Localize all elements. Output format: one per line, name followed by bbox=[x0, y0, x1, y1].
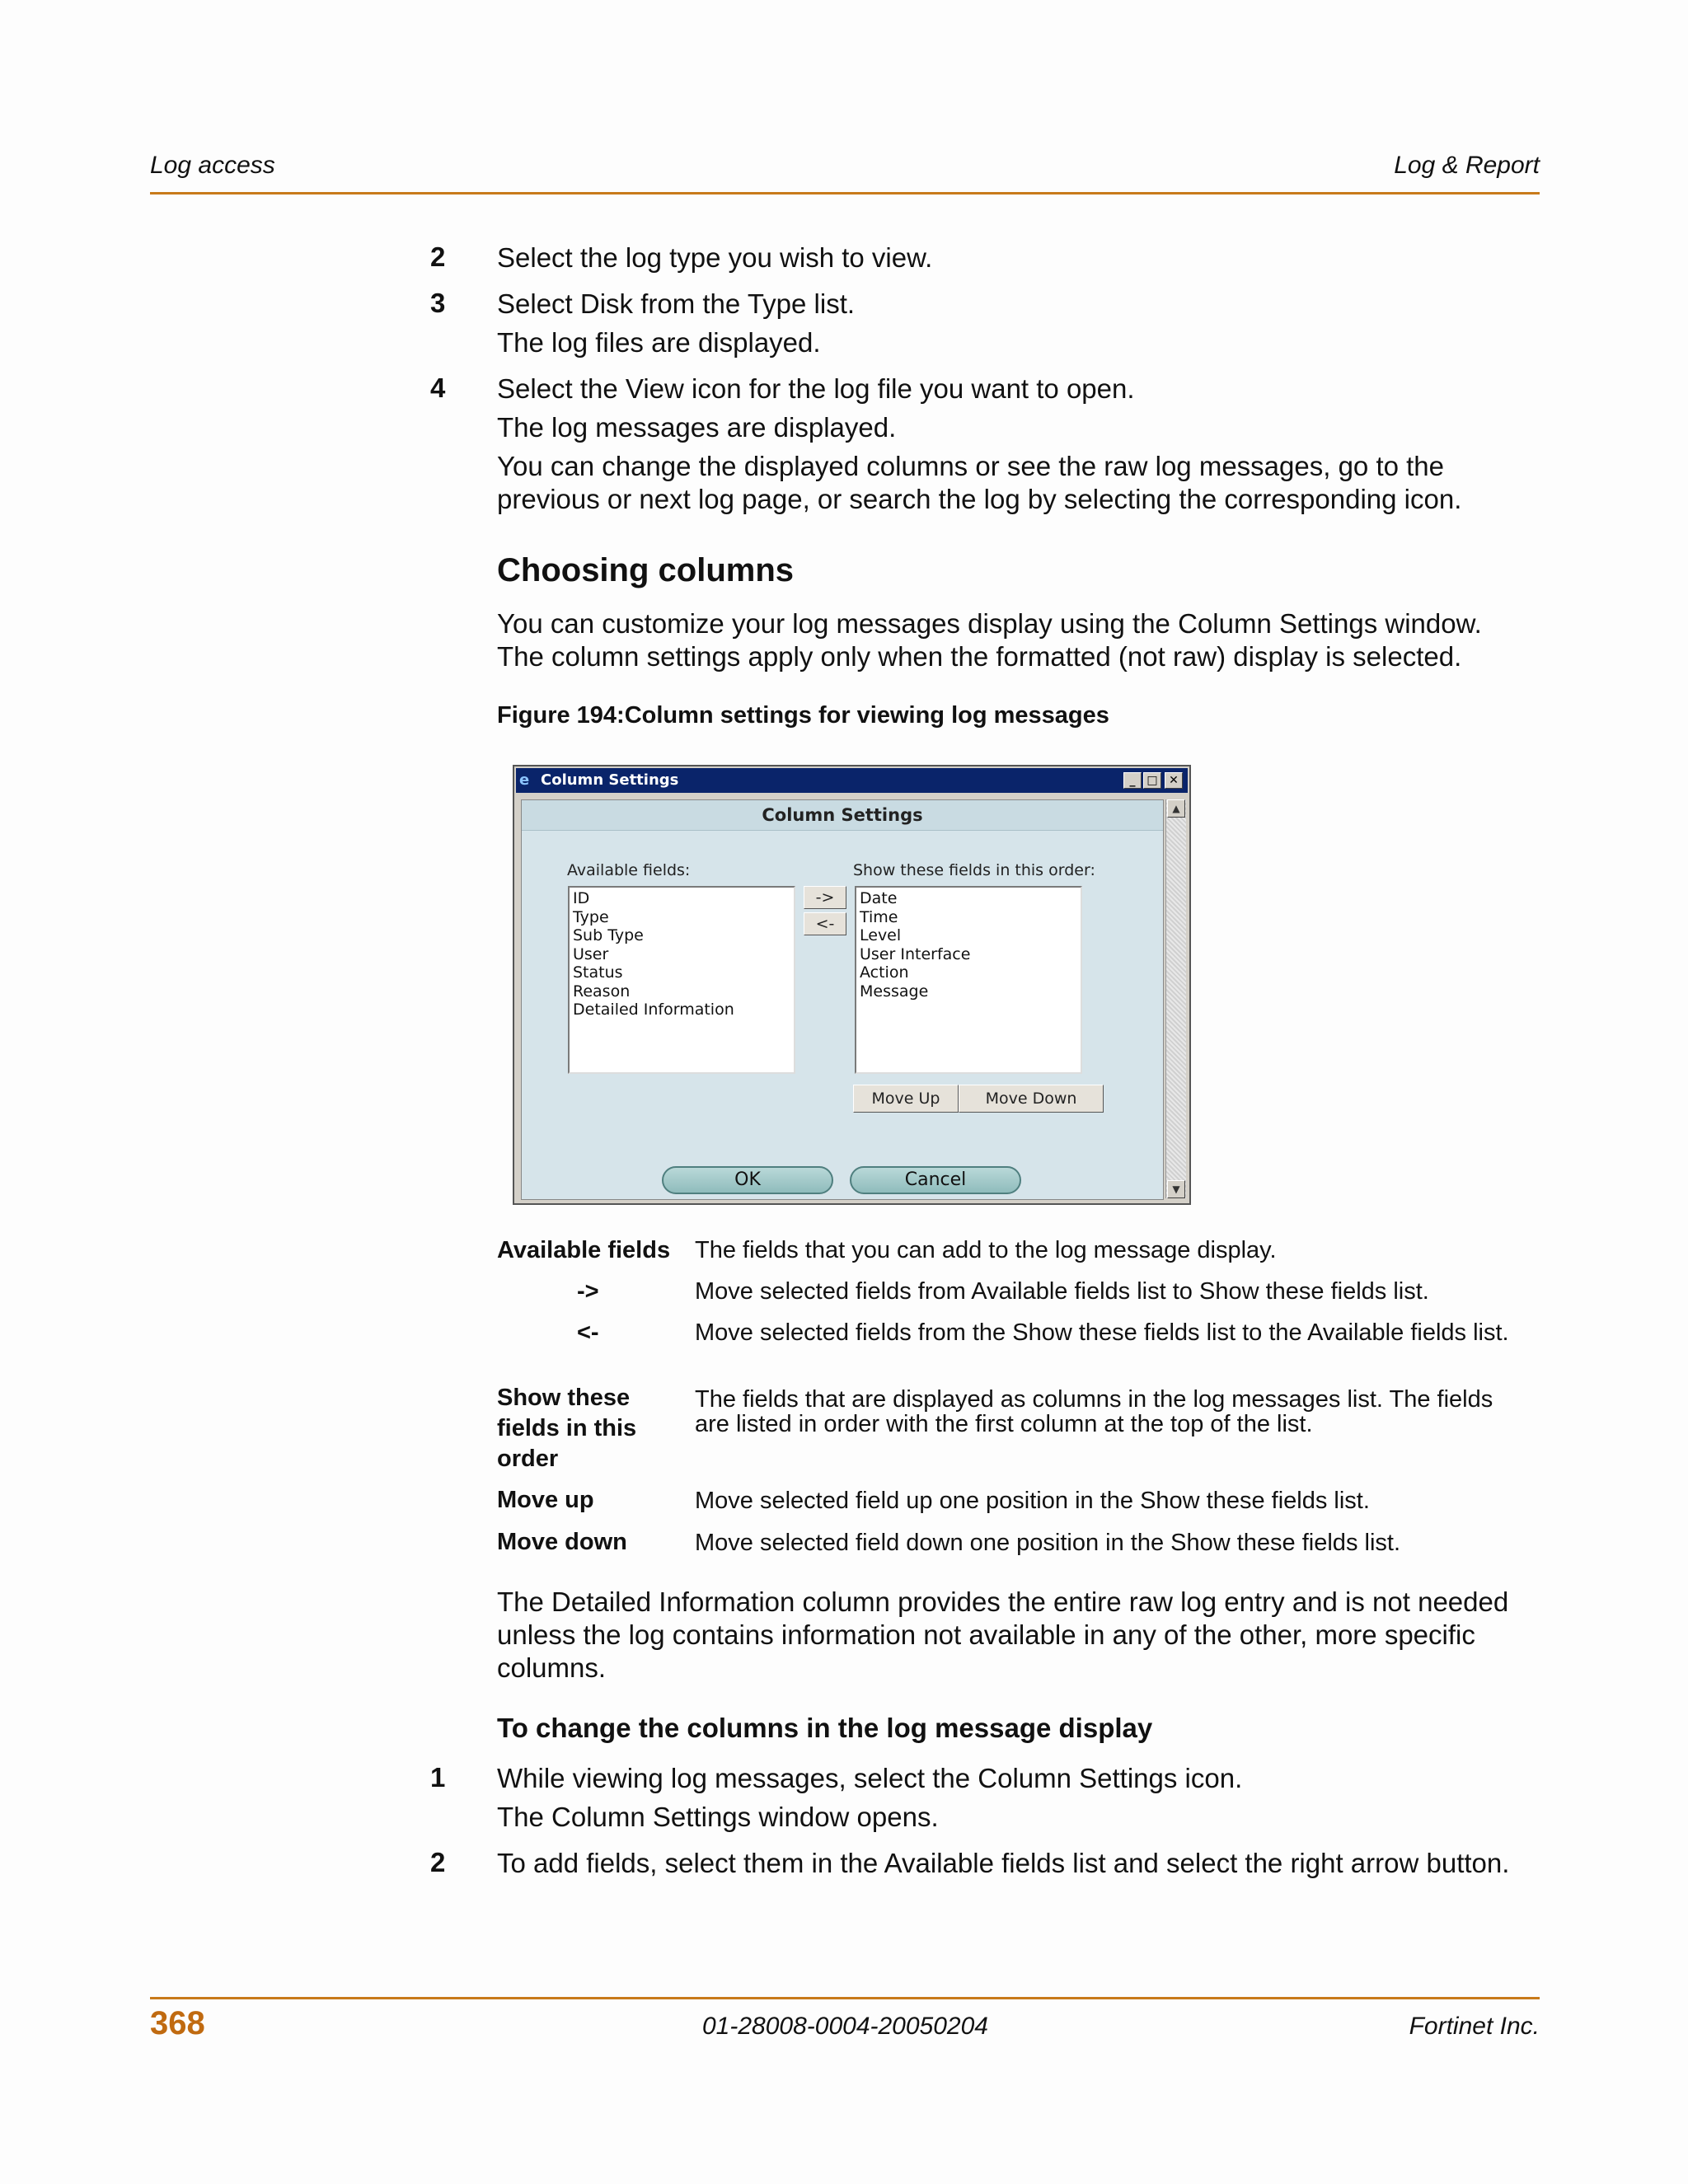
available-fields-label: Available fields: bbox=[567, 861, 691, 879]
step-result: The Column Settings window opens. bbox=[497, 1802, 939, 1832]
list-item[interactable]: Status bbox=[573, 963, 623, 982]
ok-button[interactable]: OK bbox=[662, 1166, 833, 1194]
shown-fields-list[interactable] bbox=[855, 886, 1082, 1074]
list-item[interactable]: Time bbox=[860, 907, 898, 926]
list-item[interactable]: ID bbox=[573, 889, 590, 907]
move-up-button[interactable]: Move Up bbox=[853, 1085, 959, 1113]
header-rule bbox=[150, 192, 1540, 194]
scroll-down-icon[interactable]: ▼ bbox=[1167, 1180, 1185, 1198]
figure-caption: Figure 194:Column settings for viewing log messages bbox=[497, 702, 1109, 729]
step-text: To add fields, select them in the Available fields list and select the right arrow button. bbox=[497, 1848, 1510, 1878]
minimize-icon[interactable]: _ bbox=[1123, 772, 1142, 789]
section-title: Choosing columns bbox=[497, 552, 794, 588]
footer-rule bbox=[150, 1997, 1540, 1999]
column-settings-window bbox=[513, 765, 1191, 1205]
move-down-button[interactable]: Move Down bbox=[959, 1085, 1104, 1113]
company-name: Fortinet Inc. bbox=[1409, 2013, 1540, 2040]
definition-term: <- bbox=[577, 1319, 599, 1346]
list-item[interactable]: Detailed Information bbox=[573, 1001, 734, 1019]
list-item[interactable]: Reason bbox=[573, 982, 631, 1001]
section-intro: You can customize your log messages display using the Column Settings window. The column settings apply only when the formatted (not raw) display is selected. bbox=[497, 608, 1482, 672]
browser-icon: e bbox=[519, 771, 530, 789]
remove-field-button[interactable]: <- bbox=[804, 912, 846, 935]
list-item[interactable]: Level bbox=[860, 926, 902, 944]
detail-note: The Detailed Information column provides the entire raw log entry and is not needed unless the log contains information not available in any of the other, more specific columns. bbox=[497, 1586, 1509, 1683]
show-fields-label: Show these fields in this order: bbox=[853, 861, 1095, 879]
list-item[interactable]: User Interface bbox=[860, 944, 971, 963]
step-text: Select Disk from the Type list. bbox=[497, 288, 856, 319]
vertical-scrollbar[interactable] bbox=[1165, 799, 1186, 1198]
definition-term: Show these fields in this order bbox=[497, 1385, 637, 1472]
step-number: 2 bbox=[430, 1847, 446, 1877]
window-title-bar bbox=[516, 768, 1188, 793]
procedure-title: To change the columns in the log message display bbox=[497, 1713, 1153, 1743]
running-header-left: Log access bbox=[150, 152, 275, 179]
document-id: 01-28008-0004-20050204 bbox=[702, 2013, 988, 2040]
definition-term: Available fields bbox=[497, 1237, 671, 1263]
list-item[interactable]: User bbox=[573, 944, 609, 963]
running-header-right: Log & Report bbox=[1394, 152, 1540, 179]
step-number: 4 bbox=[430, 373, 446, 403]
step-text: Select the log type you wish to view. bbox=[497, 242, 933, 273]
definition-desc: Move selected fields from Available fields list to Show these fields list. bbox=[695, 1278, 1429, 1305]
scroll-up-icon[interactable]: ▲ bbox=[1167, 799, 1185, 818]
step-text: Select the View icon for the log file you want to open. bbox=[497, 373, 1135, 404]
definition-desc: Move selected field up one position in the Show these fields list. bbox=[695, 1488, 1370, 1514]
definition-term: Move up bbox=[497, 1487, 594, 1513]
step-number: 1 bbox=[430, 1762, 446, 1793]
dialog-heading: Column Settings bbox=[522, 800, 1163, 831]
available-fields-list[interactable] bbox=[568, 886, 795, 1074]
step-text: While viewing log messages, select the Column Settings icon. bbox=[497, 1763, 1243, 1793]
step-number: 2 bbox=[430, 241, 446, 272]
definition-desc: Move selected fields from the Show these fields list to the Available fields list. bbox=[695, 1319, 1509, 1346]
cancel-button[interactable]: Cancel bbox=[850, 1166, 1021, 1194]
step-number: 3 bbox=[430, 288, 446, 318]
list-item[interactable]: Date bbox=[860, 889, 898, 907]
page-number: 368 bbox=[150, 2005, 205, 2041]
list-item[interactable]: Sub Type bbox=[573, 926, 644, 944]
maximize-icon[interactable]: □ bbox=[1143, 772, 1161, 789]
list-item[interactable]: Message bbox=[860, 982, 929, 1001]
list-item[interactable]: Action bbox=[860, 963, 909, 982]
window-title: Column Settings bbox=[541, 771, 679, 789]
step-note: You can change the displayed columns or see the raw log messages, go to the previous or next log page, or search the log by selecting the corresponding icon. bbox=[497, 451, 1462, 514]
definition-desc: Move selected field down one position in the Show these fields list. bbox=[695, 1530, 1400, 1556]
definition-term: Move down bbox=[497, 1529, 627, 1555]
step-result: The log files are displayed. bbox=[497, 327, 821, 358]
step-result: The log messages are displayed. bbox=[497, 412, 897, 443]
dialog-body bbox=[521, 799, 1164, 1200]
list-item[interactable]: Type bbox=[573, 907, 609, 926]
definition-desc: The fields that are displayed as columns in the log messages list. The fields are listed in order with the first column at the top of the list. bbox=[695, 1386, 1493, 1437]
definition-term: -> bbox=[577, 1278, 599, 1305]
definition-desc: The fields that you can add to the log message display. bbox=[695, 1237, 1277, 1263]
add-field-button[interactable]: -> bbox=[804, 886, 846, 909]
close-icon[interactable]: ✕ bbox=[1165, 772, 1183, 789]
